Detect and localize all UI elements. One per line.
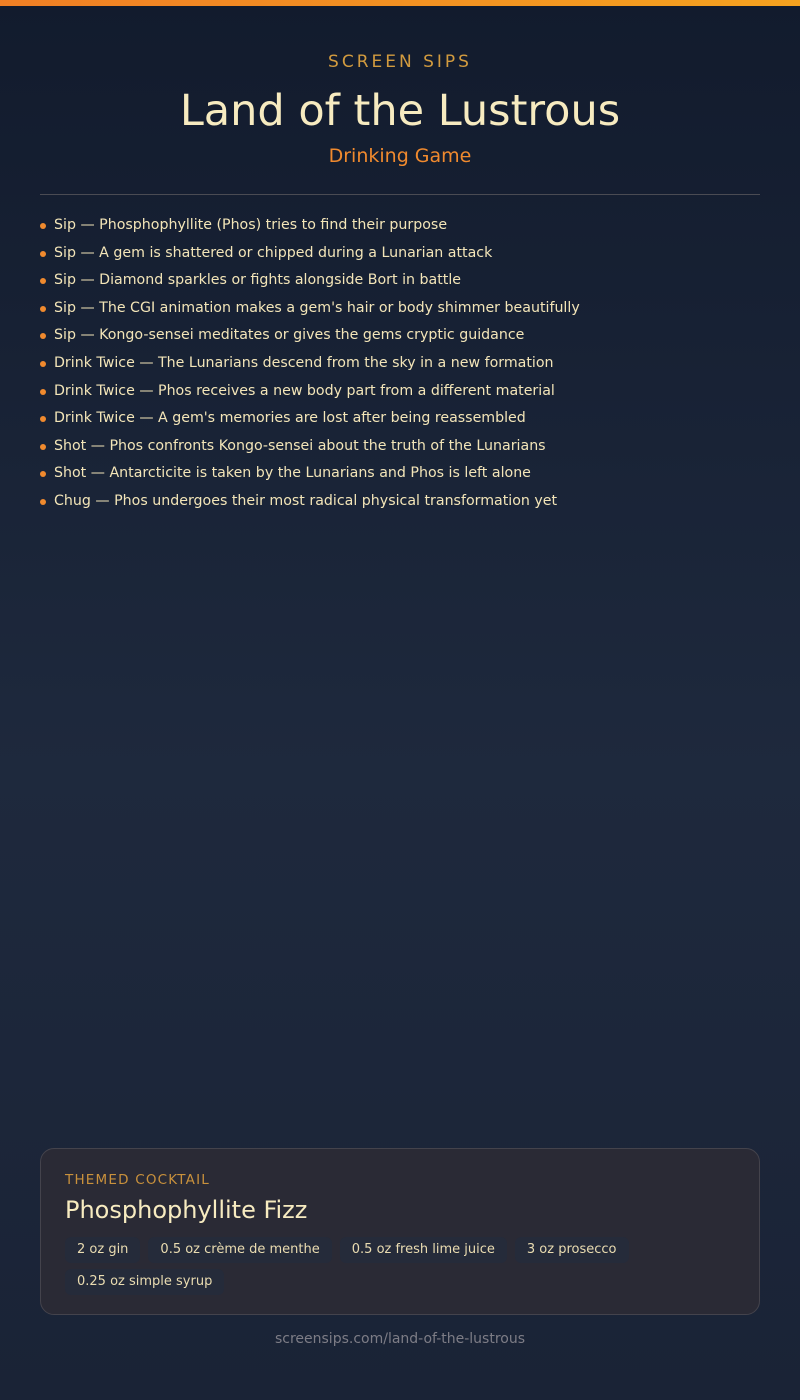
bullet-icon xyxy=(40,361,46,367)
ingredient-chip: 0.25 oz simple syrup xyxy=(65,1269,224,1295)
footer-url[interactable]: screensips.com/land-of-the-lustrous xyxy=(274,1331,526,1347)
page-subtitle: Drinking Game xyxy=(328,145,472,167)
rule-text: Shot — Phos confronts Kongo-sensei about the truth of the Lunarians xyxy=(54,437,546,454)
cocktail-name: Phosphophyllite Fizz xyxy=(65,1196,308,1224)
bullet-icon xyxy=(40,389,46,395)
bullet-icon xyxy=(40,444,46,450)
rule-text: Sip — A gem is shattered or chipped during a Lunarian attack xyxy=(54,244,493,261)
list-item xyxy=(40,212,760,240)
bullet-icon xyxy=(40,471,46,477)
ingredient-chip: 0.5 oz crème de menthe xyxy=(148,1237,331,1263)
ingredient-list xyxy=(65,1237,665,1295)
rule-text: Sip — Phosphophyllite (Phos) tries to find their purpose xyxy=(54,217,448,233)
list-item xyxy=(40,378,760,406)
accent-bar xyxy=(0,0,800,6)
bullet-icon xyxy=(40,499,46,505)
rule-text: Drink Twice — The Lunarians descend from the sky in a new formation xyxy=(54,354,554,371)
cocktail-card xyxy=(40,1148,760,1315)
ingredient-chip: 2 oz gin xyxy=(65,1237,140,1263)
bullet-icon xyxy=(40,278,46,284)
rule-text: Sip — Diamond sparkles or fights alongside Bort in battle xyxy=(54,272,462,289)
list-item xyxy=(40,433,760,461)
rule-text: Sip — Kongo-sensei meditates or gives the gems cryptic guidance xyxy=(54,327,525,344)
page-title: Land of the Lustrous xyxy=(179,86,621,136)
rule-text: Shot — Antarcticite is taken by the Lunarians and Phos is left alone xyxy=(54,465,531,482)
bullet-icon xyxy=(40,223,46,229)
bullet-icon xyxy=(40,251,46,257)
brand-label: SCREEN SIPS xyxy=(328,52,472,72)
rule-text: Drink Twice — A gem's memories are lost after being reassembled xyxy=(54,410,526,427)
rule-text: Sip — The CGI animation makes a gem's hair or body shimmer beautifully xyxy=(54,299,580,316)
list-item xyxy=(40,405,760,433)
rules-list xyxy=(40,212,760,516)
bullet-icon xyxy=(40,306,46,312)
bullet-icon xyxy=(40,333,46,339)
ingredient-chip: 0.5 oz fresh lime juice xyxy=(340,1237,507,1263)
list-item xyxy=(40,488,760,516)
list-item xyxy=(40,267,760,295)
list-item xyxy=(40,240,760,268)
list-item xyxy=(40,295,760,323)
list-item xyxy=(40,460,760,488)
header-divider xyxy=(40,194,760,195)
rule-text: Drink Twice — Phos receives a new body part from a different material xyxy=(54,382,555,399)
bullet-icon xyxy=(40,416,46,422)
rule-text: Chug — Phos undergoes their most radical physical transformation yet xyxy=(54,492,558,509)
cocktail-label: THEMED COCKTAIL xyxy=(65,1172,211,1188)
list-item xyxy=(40,350,760,378)
ingredient-chip: 3 oz prosecco xyxy=(515,1237,629,1263)
list-item xyxy=(40,322,760,350)
